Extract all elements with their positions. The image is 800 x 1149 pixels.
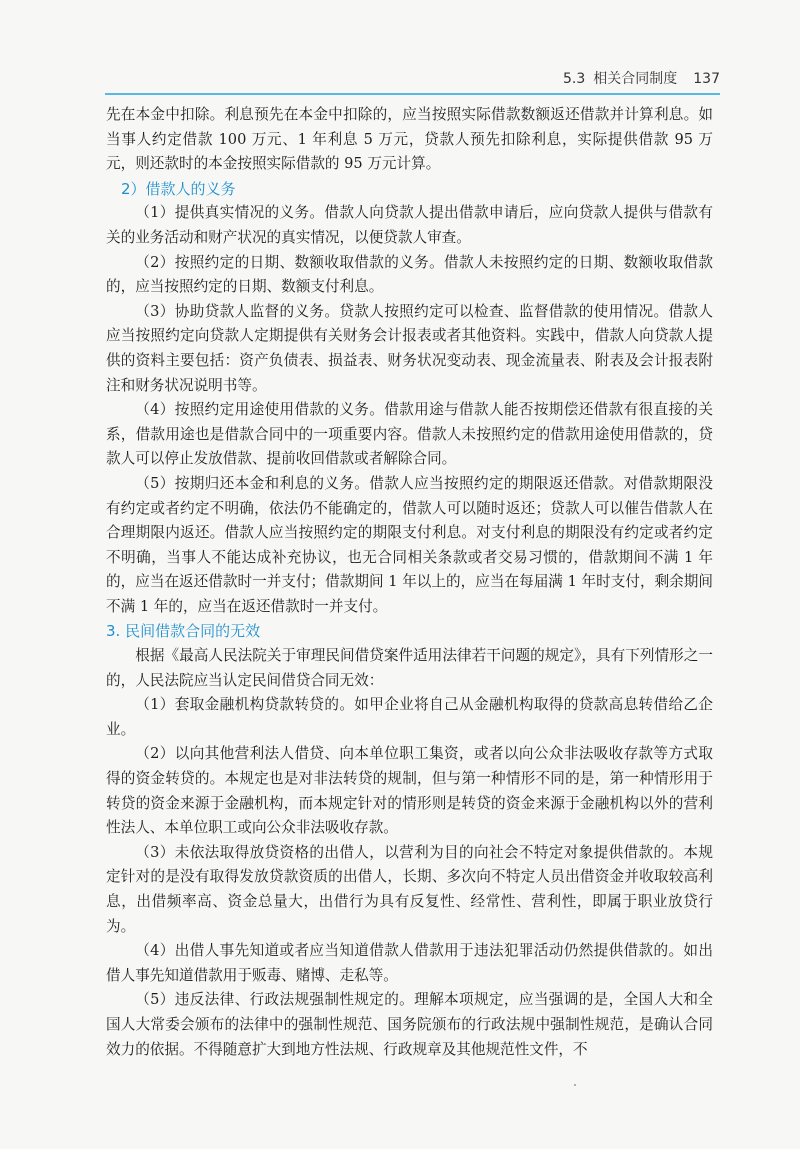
duty-2: （2）按照约定的日期、数额收取借款的义务。借款人未按照约定的日期、数额收取借款的，应当按照约定的日期、数额支付利息。 <box>106 253 713 296</box>
duty-5: （5）按期归还本金和利息的义务。借款人应当按照约定的期限返还借款。对借款期限没有约定或者约定不明确，依法仍不能确定的，借款人可以随时返还；贷款人可以催告借款人在合理期限内返还。借款人应当按照约定的期限支付利息。对支付利息的期限没有约定或者约定不明确，当事人不能达成补充协议，也无合同相关条款或者交易习惯的，借款期间不满 1 年的，应当在返还借款时一并支付；借款期间 1 年以上的，应当在每届满 1 年时支付，剩余期间不满 1 年的，应当在返还借款时一并支付。 <box>106 474 713 615</box>
section-title: 相关合同制度 <box>593 71 678 87</box>
duty-1: （1）提供真实情况的义务。借款人向贷款人提出借款申请后，应向贷款人提供与借款有关的业务活动和财产状况的真实情况，以便贷款人审查。 <box>106 204 713 246</box>
invalidity-case-4: （4）出借人事先知道或者应当知道借款人借款用于违法犯罪活动仍然提供借款的。如出借人事先知道借款用于贩毒、赌博、走私等。 <box>106 942 713 984</box>
invalidity-case-2: （2）以向其他营利法人借贷、向本单位职工集资，或者以向公众非法吸收存款等方式取得的资金转贷的。本规定也是对非法转贷的规制，但与第一种情形不同的是，第一种情形用于转贷的资金来源于金融机构，而本规定针对的情形则是转贷的资金来源于金融机构以外的营利性法人、本单位职工或向公众非法吸收存款。 <box>106 745 713 837</box>
header-rule <box>105 93 720 95</box>
invalidity-case-5: （5）违反法律、行政法规强制性规定的。理解本项规定，应当强调的是，全国人大和全国人大常委会颁布的法律中的强制性规范、国务院颁布的行政法规中强制性规范，是确认合同效力的依据。不得随意扩大到地方性法规、行政规章及其他规范性文件，不 <box>106 991 713 1058</box>
section-number: 5.3 <box>563 71 586 87</box>
heading-invalidity: 3. 民间借款合同的无效 <box>106 622 261 641</box>
duty-3: （3）协助贷款人监督的义务。贷款人按照约定可以检查、监督借款的使用情况。借款人应当按照约定向贷款人定期提供有关财务会计报表或者其他资料。实践中，借款人向贷款人提供的资料主要包括：资产负债表、损益表、财务状况变动表、现金流量表、附表及会计报表附注和财务状况说明书等。 <box>106 302 713 394</box>
invalidity-intro: 根据《最高人民法院关于审理民间借贷案件适用法律若干问题的规定》，具有下列情形之一的，人民法院应当认定民间借贷合同无效： <box>106 647 713 689</box>
invalidity-case-3: （3）未依法取得放贷资格的出借人，以营利为目的向社会不特定对象提供借款的。本规定针对的是没有取得发放贷款资质的出借人，长期、多次向不特定人员出借资金并收取较高利息，出借频率高、资金总量大，出借行为具有反复性、经常性、营利性，即属于职业放贷行为。 <box>106 843 713 935</box>
page-body <box>106 103 713 1062</box>
running-head <box>563 68 720 88</box>
paragraph-continuation: 先在本金中扣除。利息预先在本金中扣除的，应当按照实际借款数额返还借款并计算利息。如当事人约定借款 100 万元、1 年利息 5 万元，贷款人预先扣除利息，实际提供借款 95 万元，则还款时的本金按照实际借款的 95 万元计算。 <box>106 106 713 173</box>
invalidity-case-1: （1）套取金融机构贷款转贷的。如甲企业将自己从金融机构取得的贷款高息转借给乙企业。 <box>106 696 713 738</box>
heading-borrower-duties: 2）借款人的义务 <box>121 179 236 198</box>
paper-speck <box>574 1084 576 1086</box>
page-header <box>0 0 800 96</box>
page-number: 137 <box>693 71 720 87</box>
duty-4: （4）按照约定用途使用借款的义务。借款用途与借款人能否按期偿还借款有很直接的关系，借款用途也是借款合同中的一项重要内容。借款人未按照约定的借款用途使用借款的，贷款人可以停止发放借款、提前收回借款或者解除合同。 <box>106 401 713 468</box>
